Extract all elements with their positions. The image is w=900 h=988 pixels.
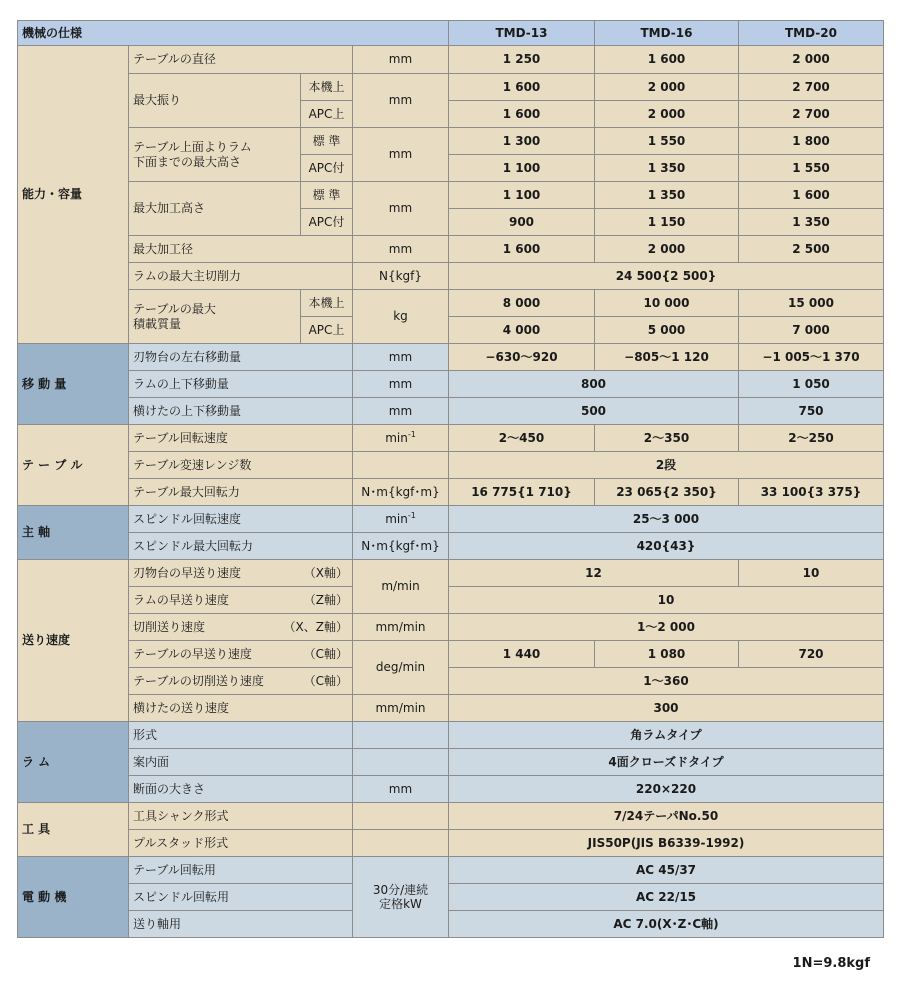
value-cell: 23 065{2 350}	[595, 479, 739, 506]
table-row	[18, 452, 884, 479]
unit-cell	[353, 857, 449, 938]
row-label: 最大加工高さ	[129, 182, 301, 236]
value-cell: AC 22/15	[449, 884, 884, 911]
unit-cell: mm	[353, 46, 449, 74]
unit-line: 30分/連続	[372, 882, 429, 897]
row-label: スピンドル最大回転力	[129, 533, 353, 560]
table-row	[18, 506, 884, 533]
axis-label: （X、Z軸）	[283, 619, 348, 634]
unit-cell	[353, 722, 449, 749]
value-cell: −805〜1 120	[595, 344, 739, 371]
label-text: 切削送り速度	[133, 619, 206, 634]
table-row	[18, 722, 884, 749]
label-line: テーブル上面よりラム	[133, 140, 252, 155]
unit-cell: mm/min	[353, 614, 449, 641]
unit-cell: kg	[353, 290, 449, 344]
value-cell: 4面クローズドタイプ	[449, 749, 884, 776]
unit-cell	[353, 452, 449, 479]
value-cell: 1 050	[739, 371, 884, 398]
unit-cell	[353, 506, 449, 533]
row-label: 送り軸用	[129, 911, 353, 938]
unit-sup: -1	[407, 430, 416, 440]
value-cell: 2 700	[739, 101, 884, 128]
unit-cell: mm	[353, 74, 449, 128]
table-row	[18, 263, 884, 290]
sub-label: APC上	[301, 101, 353, 128]
value-cell: 12	[449, 560, 739, 587]
unit-cell: m/min	[353, 560, 449, 614]
spec-table	[17, 20, 884, 938]
value-cell: 10 000	[595, 290, 739, 317]
row-label: スピンドル回転速度	[129, 506, 353, 533]
value-cell: 25〜3 000	[449, 506, 884, 533]
value-cell: 1 800	[739, 128, 884, 155]
model-tmd16: TMD-16	[595, 21, 739, 46]
axis-label: （C軸）	[303, 646, 348, 661]
value-cell: 7 000	[739, 317, 884, 344]
row-label: テーブル変速レンジ数	[129, 452, 353, 479]
unit-cell: deg/min	[353, 641, 449, 695]
sub-label: APC上	[301, 317, 353, 344]
value-cell: 2 000	[739, 46, 884, 74]
table-row	[18, 560, 884, 587]
group-feed: 送り速度	[18, 560, 129, 722]
table-row	[18, 128, 884, 155]
value-cell: AC 7.0(X･Z･C軸)	[449, 911, 884, 938]
value-cell: 7/24テーパNo.50	[449, 803, 884, 830]
table-row	[18, 479, 884, 506]
unit-cell: mm	[353, 182, 449, 236]
row-label: テーブル回転速度	[129, 425, 353, 452]
value-cell: 10	[449, 587, 884, 614]
group-capacity: 能力・容量	[18, 46, 129, 344]
value-cell: 2 000	[595, 236, 739, 263]
unit-cell: mm	[353, 398, 449, 425]
table-row	[18, 371, 884, 398]
value-cell: 800	[449, 371, 739, 398]
value-cell: 1 300	[449, 128, 595, 155]
label-line: 下面までの最大高さ	[133, 154, 242, 169]
sub-label: APC付	[301, 209, 353, 236]
table-row	[18, 344, 884, 371]
value-cell: 750	[739, 398, 884, 425]
value-cell: 24 500{2 500}	[449, 263, 884, 290]
group-ram: ラ ム	[18, 722, 129, 803]
value-cell: 5 000	[595, 317, 739, 344]
value-cell: 1 250	[449, 46, 595, 74]
value-cell: 1 600	[449, 74, 595, 101]
value-cell: 1 600	[595, 46, 739, 74]
table-row	[18, 290, 884, 317]
row-label: ラムの上下移動量	[129, 371, 353, 398]
row-label	[129, 587, 353, 614]
table-row	[18, 695, 884, 722]
unit-cell	[353, 830, 449, 857]
value-cell: 2〜450	[449, 425, 595, 452]
unit-cell	[353, 749, 449, 776]
row-label	[129, 668, 353, 695]
unit-cell: N{kgf}	[353, 263, 449, 290]
unit-cell: mm/min	[353, 695, 449, 722]
unit-cell: mm	[353, 236, 449, 263]
unit-sup: -1	[407, 511, 416, 521]
value-cell: 300	[449, 695, 884, 722]
table-row	[18, 776, 884, 803]
axis-label: （C軸）	[303, 673, 348, 688]
label-text: テーブルの切削送り速度	[133, 673, 264, 688]
value-cell: 900	[449, 209, 595, 236]
unit-cell	[353, 803, 449, 830]
table-row	[18, 884, 884, 911]
sub-label: 標 準	[301, 182, 353, 209]
value-cell: 1〜2 000	[449, 614, 884, 641]
value-cell: 1 080	[595, 641, 739, 668]
sub-label: 本機上	[301, 74, 353, 101]
row-label: 刃物台の左右移動量	[129, 344, 353, 371]
value-cell: 2 000	[595, 101, 739, 128]
row-label: 工具シャンク形式	[129, 803, 353, 830]
value-cell: 1 350	[739, 209, 884, 236]
table-row	[18, 533, 884, 560]
value-cell: 1 550	[595, 128, 739, 155]
value-cell: AC 45/37	[449, 857, 884, 884]
sub-label: 標 準	[301, 128, 353, 155]
value-cell: 2段	[449, 452, 884, 479]
row-label: テーブル回転用	[129, 857, 353, 884]
row-label: テーブル最大回転力	[129, 479, 353, 506]
table-row	[18, 830, 884, 857]
group-travel: 移 動 量	[18, 344, 129, 425]
row-label: 最大加工径	[129, 236, 353, 263]
unit-line: 定格kW	[379, 897, 422, 911]
row-label	[129, 641, 353, 668]
row-label	[129, 560, 353, 587]
value-cell: 2〜350	[595, 425, 739, 452]
group-tool: 工 具	[18, 803, 129, 857]
value-cell: 1〜360	[449, 668, 884, 695]
row-label: ラムの最大主切削力	[129, 263, 353, 290]
value-cell: 420{43}	[449, 533, 884, 560]
value-cell: 1 100	[449, 155, 595, 182]
label-text: テーブルの早送り速度	[133, 646, 252, 661]
label-line: テーブルの最大	[133, 302, 216, 317]
unit-cell: mm	[353, 344, 449, 371]
value-cell: 720	[739, 641, 884, 668]
value-cell: 15 000	[739, 290, 884, 317]
axis-label: （Z軸）	[303, 592, 348, 607]
row-label: 最大振り	[129, 74, 301, 128]
group-spindle: 主 軸	[18, 506, 129, 560]
table-row	[18, 398, 884, 425]
sub-label: 本機上	[301, 290, 353, 317]
table-row	[18, 749, 884, 776]
row-label: 横けたの上下移動量	[129, 398, 353, 425]
row-label: テーブルの直径	[129, 46, 353, 74]
table-row	[18, 911, 884, 938]
unit-text: min	[385, 512, 408, 527]
row-label: 案内面	[129, 749, 353, 776]
value-cell: 2〜250	[739, 425, 884, 452]
group-motor: 電 動 機	[18, 857, 129, 938]
value-cell: 1 600	[449, 236, 595, 263]
value-cell: 500	[449, 398, 739, 425]
footnote: 1N=9.8kgf	[792, 956, 870, 971]
unit-cell: N･m{kgf･m}	[353, 533, 449, 560]
unit-cell	[353, 425, 449, 452]
table-row	[18, 803, 884, 830]
table-row	[18, 182, 884, 209]
value-cell: 220×220	[449, 776, 884, 803]
row-label	[129, 128, 301, 182]
value-cell: 2 700	[739, 74, 884, 101]
value-cell: −630〜920	[449, 344, 595, 371]
header-row	[18, 21, 884, 46]
row-label: スピンドル回転用	[129, 884, 353, 911]
value-cell: 1 350	[595, 182, 739, 209]
value-cell: 1 100	[449, 182, 595, 209]
unit-cell: mm	[353, 128, 449, 182]
header-title: 機械の仕様	[18, 21, 449, 46]
value-cell: 2 500	[739, 236, 884, 263]
table-row	[18, 641, 884, 668]
value-cell: 4 000	[449, 317, 595, 344]
value-cell: 16 775{1 710}	[449, 479, 595, 506]
label-text: 刃物台の早送り速度	[133, 565, 242, 580]
value-cell: 1 440	[449, 641, 595, 668]
value-cell: 角ラムタイプ	[449, 722, 884, 749]
value-cell: 33 100{3 375}	[739, 479, 884, 506]
row-label	[129, 290, 301, 344]
row-label: 断面の大きさ	[129, 776, 353, 803]
table-row	[18, 236, 884, 263]
value-cell: 8 000	[449, 290, 595, 317]
sub-label: APC付	[301, 155, 353, 182]
label-line: 積載質量	[133, 316, 182, 331]
row-label: プルスタッド形式	[129, 830, 353, 857]
model-tmd20: TMD-20	[739, 21, 884, 46]
table-row	[18, 425, 884, 452]
value-cell: −1 005〜1 370	[739, 344, 884, 371]
value-cell: 1 150	[595, 209, 739, 236]
value-cell: 1 350	[595, 155, 739, 182]
label-text: ラムの早送り速度	[133, 592, 229, 607]
value-cell: 1 550	[739, 155, 884, 182]
unit-cell: mm	[353, 776, 449, 803]
table-row	[18, 74, 884, 101]
table-row	[18, 857, 884, 884]
table-row	[18, 46, 884, 74]
table-row	[18, 614, 884, 641]
value-cell: JIS50P(JIS B6339-1992)	[449, 830, 884, 857]
group-table: テ ー ブ ル	[18, 425, 129, 506]
row-label: 横けたの送り速度	[129, 695, 353, 722]
row-label: 形式	[129, 722, 353, 749]
value-cell: 1 600	[739, 182, 884, 209]
value-cell: 2 000	[595, 74, 739, 101]
axis-label: （X軸）	[303, 565, 348, 580]
value-cell: 10	[739, 560, 884, 587]
row-label	[129, 614, 353, 641]
value-cell: 1 600	[449, 101, 595, 128]
unit-cell: mm	[353, 371, 449, 398]
unit-cell: N･m{kgf･m}	[353, 479, 449, 506]
table-row	[18, 587, 884, 614]
model-tmd13: TMD-13	[449, 21, 595, 46]
unit-text: min	[385, 431, 408, 446]
table-row	[18, 668, 884, 695]
